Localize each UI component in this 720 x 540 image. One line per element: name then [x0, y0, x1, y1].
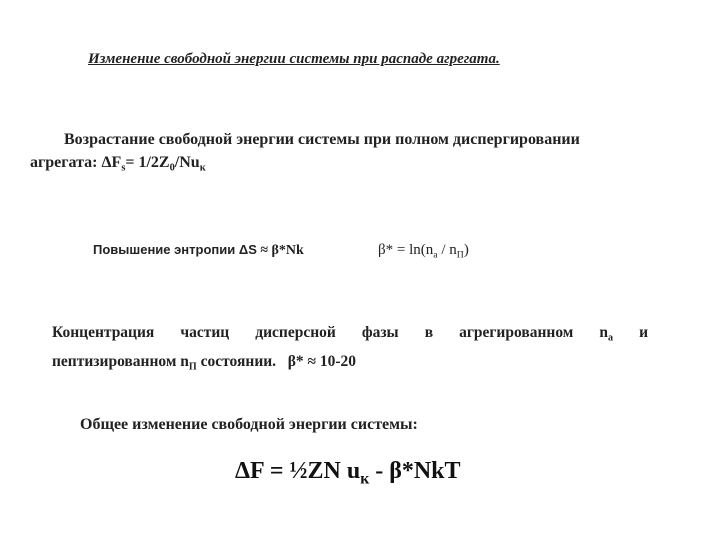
free-energy-growth-paragraph	[30, 128, 670, 180]
page-title: Изменение свободной энергии системы при распаде агрегата.	[88, 51, 500, 67]
beta-formula: $\beta* = \ln(n_а / n_П)$	[378, 242, 469, 261]
entropy-increase-text: Повышение энтропии ΔS ≈ β*Nk	[93, 242, 304, 258]
concentration-line-1: Концентрация частиц дисперсной фазы в агрегированном $n_а$ и	[52, 324, 648, 344]
growth-line-1: Возрастание свободной энергии системы при полном диспергировании	[64, 131, 580, 148]
concentration-line-2: пептизированном $n_П$ состоянии. β* ≈ 10-20	[52, 352, 357, 373]
total-change-label: Общее изменение свободной энергии системы:	[80, 416, 418, 433]
growth-line-2: агрегата: $\Delta F_s= 1/2Z_0/Nu_к$	[30, 154, 206, 174]
total-free-energy-formula: ΔF = ½ZN $u_к - \beta*NkT$	[235, 458, 461, 488]
concentration-paragraph	[52, 321, 648, 378]
